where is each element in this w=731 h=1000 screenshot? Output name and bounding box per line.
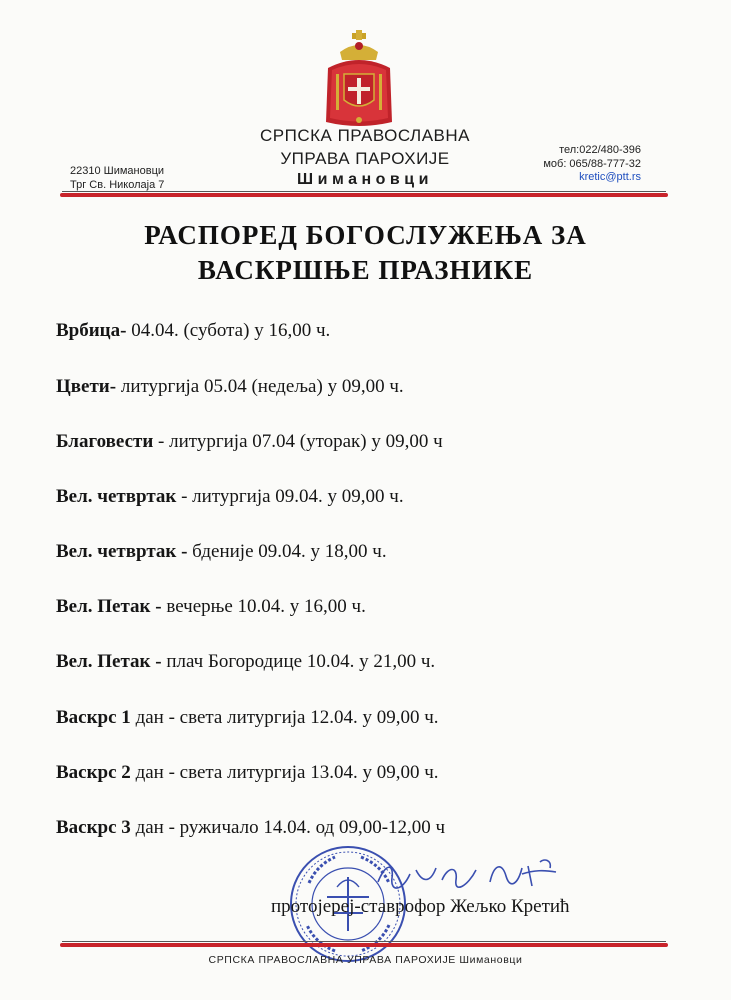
email-address: kretic@ptt.rs (579, 171, 641, 183)
phone-number: тел:022/480-396 (559, 144, 641, 156)
address-postal: 22310 Шимановци (70, 165, 165, 177)
schedule-item-label: Благовести (56, 431, 154, 452)
schedule-item (56, 707, 439, 729)
header-divider (60, 193, 668, 197)
schedule-item-label: Врбица- (56, 320, 127, 341)
schedule-item-label: Вел. четвртак (56, 486, 177, 507)
schedule-item-text: - литургија 07.04 (уторак) у 09,00 ч (153, 431, 443, 452)
org-name-line2: УПРАВА ПАРОХИЈЕ (280, 149, 450, 168)
footer-divider (60, 943, 668, 947)
org-name-line1: СРПСКА ПРАВОСЛАВНА (260, 126, 470, 145)
schedule-item (56, 541, 387, 563)
schedule-item-text: дан - света литургија 12.04. у 09,00 ч. (130, 707, 439, 728)
signature-line: протојереј-ставрофор Жељко Кретић (271, 896, 570, 917)
schedule-item-label: Вел. четвртак - (56, 541, 188, 562)
schedule-item (56, 431, 443, 453)
schedule-item-text: - литургија 09.04. у 09,00 ч. (176, 486, 404, 507)
schedule-item-label: Вел. Петак - (56, 651, 162, 672)
title-line2: ВАСКРШЊЕ ПРАЗНИКЕ (197, 255, 534, 285)
footer-org-name: СРПСКА ПРАВОСЛАВНА УПРАВА ПАРОХИЈЕ Шимановци (208, 954, 523, 966)
schedule-item-text: вечерње 10.04. у 16,00 ч. (161, 596, 366, 617)
schedule-item (56, 320, 330, 342)
footer-divider-thin (62, 941, 666, 942)
schedule-item (56, 486, 404, 508)
schedule-item-label: Цвети- (56, 376, 117, 397)
schedule-item (56, 596, 366, 618)
schedule-item (56, 376, 404, 398)
church-coat-of-arms-icon (322, 30, 396, 130)
schedule-item-text: литургија 05.04 (недеља) у 09,00 ч. (116, 376, 404, 397)
schedule-item (56, 762, 439, 784)
address-street: Трг Св. Николаја 7 (70, 179, 165, 191)
schedule-item-label: Вел. Петак - (56, 596, 162, 617)
schedule-item-text: бденије 09.04. у 18,00 ч. (187, 541, 387, 562)
schedule-item-label: Васкрс 3 (56, 817, 131, 838)
schedule-item (56, 651, 435, 673)
schedule-item-label: Васкрс 1 (56, 707, 131, 728)
mobile-number: моб: 065/88-777-32 (543, 158, 641, 170)
schedule-item-text: плач Богородице 10.04. у 21,00 ч. (161, 651, 436, 672)
org-name-line3: Шимановци (297, 171, 433, 188)
title-line1: РАСПОРЕД БОГОСЛУЖЕЊА ЗА (144, 220, 587, 250)
schedule-item (56, 817, 445, 839)
schedule-item-text: 04.04. (субота) у 16,00 ч. (126, 320, 331, 341)
header-divider-thin (62, 191, 666, 192)
schedule-item-label: Васкрс 2 (56, 762, 131, 783)
schedule-item-text: дан - ружичало 14.04. од 09,00-12,00 ч (130, 817, 446, 838)
schedule-item-text: дан - света литургија 13.04. у 09,00 ч. (130, 762, 439, 783)
